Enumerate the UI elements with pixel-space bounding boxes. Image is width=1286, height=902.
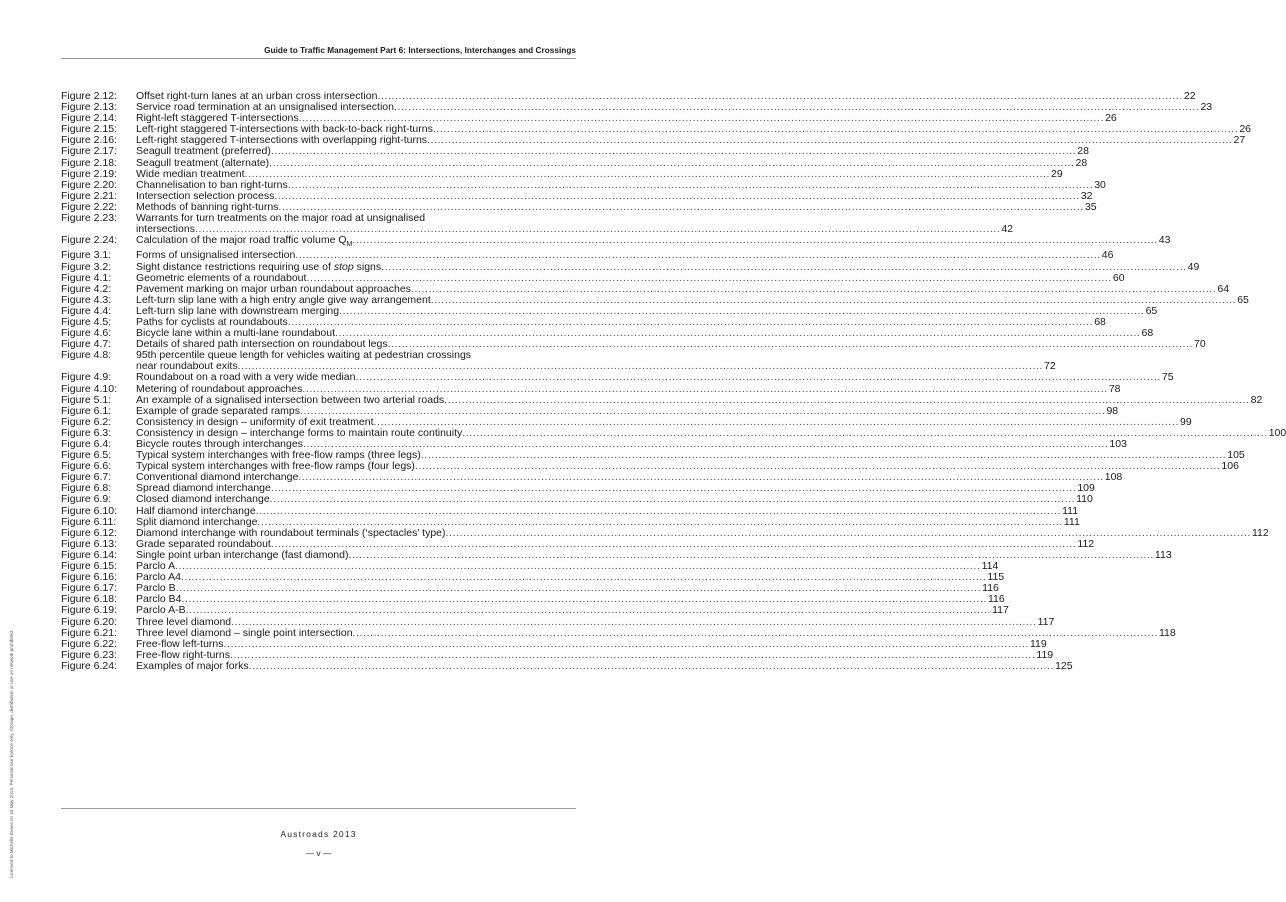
page-number: 32 <box>1080 189 1093 202</box>
figure-title: Methods of banning right-turns <box>136 200 279 213</box>
figure-number: Figure 6.9: <box>61 493 112 506</box>
page-number: 112 <box>1077 537 1095 550</box>
figure-number: Figure 2.16: <box>61 134 118 147</box>
figure-title-continued: near roundabout exits <box>136 360 238 373</box>
page-number: 64 <box>1217 282 1230 295</box>
figure-title: Warrants for turn treatments on the major road at unsignalised <box>136 212 426 225</box>
page-number: 28 <box>1077 145 1089 158</box>
page-number: 82 <box>1250 393 1263 406</box>
figure-number: Figure 6.18: <box>61 593 118 606</box>
figure-title: Diamond interchange with roundabout terminals (‘spectacles’ type) <box>136 526 446 539</box>
figure-number: Figure 3.1: <box>61 249 112 262</box>
figure-title: Consistency in design – uniformity of exit treatment <box>136 415 374 428</box>
figure-number: Figure 2.19: <box>61 167 118 180</box>
figure-title: Bicycle lane within a multi-lane roundabout <box>136 327 336 340</box>
dot-leader <box>270 494 1075 505</box>
page-number: 72 <box>1044 360 1056 373</box>
figure-title: Conventional diamond interchange <box>136 471 299 484</box>
page-number: 110 <box>1076 493 1093 506</box>
footer-publisher: Austroads 2013 <box>280 829 357 839</box>
page-number: 112 <box>1251 526 1269 539</box>
figure-number: Figure 2.12: <box>61 90 118 102</box>
figure-number: Figure 6.22: <box>61 637 118 650</box>
figure-title: Geometric elements of a roundabout <box>136 271 307 284</box>
figure-number: Figure 2.18: <box>61 156 118 169</box>
figure-title: Parclo A-B <box>136 604 186 617</box>
page-number: 65 <box>1237 293 1249 306</box>
page-number: 125 <box>1055 659 1073 672</box>
dot-leader <box>355 372 1160 383</box>
toc-entry[interactable] <box>61 234 1171 250</box>
page-number: 23 <box>1200 101 1213 114</box>
figure-title: Left-turn slip lane with downstream merging <box>136 304 340 317</box>
page-number: 30 <box>1094 178 1106 191</box>
figure-number: Figure 2.22: <box>61 200 118 213</box>
page-number: 100 <box>1268 426 1286 439</box>
page-number: 35 <box>1084 200 1097 213</box>
dot-leader <box>381 262 1186 273</box>
dot-leader <box>388 339 1193 350</box>
figure-title: Offset right-turn lanes at an urban cross intersection <box>136 90 378 102</box>
page-number: 42 <box>1001 223 1014 236</box>
figure-number: Figure 2.14: <box>61 112 118 125</box>
page-number: 75 <box>1161 371 1174 384</box>
figure-number: Figure 6.8: <box>61 482 112 495</box>
figure-number: Figure 4.10: <box>61 382 118 395</box>
figure-number: Figure 2.15: <box>61 123 118 136</box>
dot-leader <box>295 250 1100 261</box>
figure-number: Figure 6.7: <box>61 471 112 484</box>
figure-number: Figure 4.9: <box>61 371 112 384</box>
figure-title: Single point urban interchange (fast diamond) <box>136 548 349 561</box>
figure-title: Paths for cyclists at roundabouts <box>136 315 288 328</box>
figure-number: Figure 2.24: <box>61 234 118 247</box>
figure-title: Wide median treatment <box>136 167 245 180</box>
page-number: 65 <box>1145 304 1158 317</box>
figure-title: Example of grade separated ramps <box>136 404 301 417</box>
figure-number: Figure 4.6: <box>61 327 112 340</box>
page-number: 114 <box>981 560 999 573</box>
page-number: 99 <box>1179 415 1192 428</box>
page-number: 117 <box>992 604 1009 617</box>
figure-title: Parclo B <box>136 582 176 595</box>
figure-title: 95th percentile queue length for vehicles waiting at pedestrian crossings <box>136 349 472 362</box>
figure-title: Parclo A <box>136 560 176 573</box>
running-header: Guide to Traffic Management Part 6: Intersections, Interchanges and Crossings <box>264 46 576 55</box>
figure-number: Figure 2.20: <box>61 178 118 191</box>
figure-number: Figure 6.10: <box>61 504 118 517</box>
dot-leader <box>249 661 1054 672</box>
page-number: 29 <box>1051 167 1063 180</box>
figure-number: Figure 6.2: <box>61 415 112 428</box>
figure-number: Figure 6.6: <box>61 460 112 473</box>
figure-number: Figure 4.4: <box>61 304 112 317</box>
figure-title: Calculation of the major road traffic volume $Q_M$ <box>136 234 353 249</box>
figure-number: Figure 2.23: <box>61 212 118 225</box>
figure-title: Typical system interchanges with free-flow ramps (four legs) <box>136 460 415 473</box>
figure-title: Roundabout on a road with a very wide median <box>136 371 356 384</box>
page-number: 108 <box>1104 471 1123 484</box>
figure-number: Figure 6.24: <box>61 659 118 672</box>
figure-number: Figure 6.20: <box>61 615 118 628</box>
figure-number: Figure 6.4: <box>61 438 112 450</box>
figure-number: Figure 3.2: <box>61 260 112 273</box>
figure-number: Figure 6.17: <box>61 582 118 595</box>
figure-title: Closed diamond interchange <box>136 493 270 506</box>
page-number: 103 <box>1109 438 1127 450</box>
figure-title: Three level diamond – single point intersection <box>136 626 353 639</box>
figure-title: Parclo A4 <box>136 571 181 584</box>
figure-title: An example of a signalised intersection between two arterial roads <box>136 393 445 406</box>
figure-title-emphasis: stop <box>333 260 354 273</box>
page-number: 46 <box>1101 249 1114 262</box>
figure-title: Left-turn slip lane with a high entry angle give way arrangement <box>136 293 431 306</box>
page-number: 22 <box>1183 90 1196 102</box>
page-number: 111 <box>1063 515 1080 528</box>
figure-number: Figure 6.14: <box>61 548 118 561</box>
page-number: 26 <box>1105 112 1117 125</box>
page-number: 28 <box>1075 156 1088 169</box>
figure-number: Figure 6.13: <box>61 537 118 550</box>
figure-title: Pavement marking on major urban roundabout approaches <box>136 282 411 295</box>
figure-title: Intersection selection process <box>136 189 275 202</box>
page-number: 27 <box>1233 134 1246 147</box>
figure-number: Figure 5.1: <box>61 393 112 406</box>
page-number: 26 <box>1239 123 1251 136</box>
figure-number: Figure 6.5: <box>61 449 112 462</box>
page-number: 119 <box>1036 648 1054 661</box>
page-number: 43 <box>1158 234 1171 247</box>
page-number: 113 <box>1154 548 1172 561</box>
figure-title: Bicycle routes through interchanges <box>136 438 303 450</box>
figure-title: Free-flow right-turns <box>136 648 230 661</box>
figure-title: Consistency in design – interchange forms to maintain route continuity <box>136 426 463 439</box>
figure-number: Figure 6.16: <box>61 571 118 584</box>
figure-title: Service road termination at an unsignalised intersection <box>136 101 394 114</box>
figure-title: Left-right staggered T-intersections with back-to-back right-turns <box>136 123 433 136</box>
page-number: 70 <box>1194 338 1206 351</box>
figure-number: Figure 6.3: <box>61 426 112 439</box>
figure-title: Grade separated roundabout <box>136 537 271 550</box>
list-of-figures <box>61 90 1286 672</box>
dot-leader <box>269 158 1074 169</box>
figure-title: Metering of roundabout approaches <box>136 382 303 395</box>
figure-title: Right-left staggered T-intersections <box>136 112 299 125</box>
figure-number: Figure 6.19: <box>61 604 118 617</box>
footer-page-number: — v — <box>305 848 332 858</box>
figure-number: Figure 6.1: <box>61 404 112 417</box>
toc-entry[interactable] <box>61 349 1056 373</box>
figure-title: Examples of major forks <box>136 659 249 672</box>
figure-title: Details of shared path intersection on roundabout legs <box>136 338 388 351</box>
figure-title: Parclo B4 <box>136 593 182 606</box>
dot-leader <box>352 235 1157 246</box>
page-number: 49 <box>1187 260 1200 273</box>
figure-number: Figure 6.23: <box>61 648 118 661</box>
figure-number: Figure 4.2: <box>61 282 112 295</box>
figure-title: Split diamond interchange <box>136 515 258 528</box>
dot-leader <box>271 146 1076 157</box>
figure-title: Seagull treatment (alternate) <box>136 156 270 169</box>
figure-number: Figure 2.17: <box>61 145 118 158</box>
page-number: 111 <box>1062 504 1079 517</box>
figure-number: Figure 6.12: <box>61 526 118 539</box>
figure-number: Figure 6.15: <box>61 560 118 573</box>
page-number: 98 <box>1106 404 1119 417</box>
page-number: 68 <box>1094 315 1106 328</box>
figure-title: Left-right staggered T-intersections with overlapping right-turns <box>136 134 428 147</box>
page-number: 106 <box>1221 460 1239 473</box>
page-number: 115 <box>987 571 1005 584</box>
figure-number: Figure 2.13: <box>61 101 118 114</box>
figure-title-continued: intersections <box>136 223 195 236</box>
figure-number: Figure 4.8: <box>61 349 112 362</box>
page-number: 117 <box>1037 615 1055 628</box>
toc-entry[interactable] <box>61 659 1073 672</box>
page-number: 60 <box>1112 271 1125 284</box>
figure-title: Free-flow left-turns <box>136 637 224 650</box>
toc-entry[interactable] <box>61 212 1014 236</box>
figure-title: Half diamond interchange <box>136 504 256 517</box>
page-number: 118 <box>1159 626 1176 639</box>
page-number: 109 <box>1077 482 1095 495</box>
figure-number: Figure 6.21: <box>61 626 118 639</box>
page-number: 116 <box>987 593 1005 606</box>
header-rule <box>61 58 576 59</box>
licence-watermark: Licensed to Michelle Evans on 10 May 2013. Personal use licence only. Storage, distribution or use on network prohibited. <box>9 629 14 878</box>
figure-title: Forms of unsignalised intersection <box>136 249 296 262</box>
figure-number: Figure 4.7: <box>61 338 112 351</box>
figure-title-subscript: M <box>346 241 353 249</box>
figure-number: Figure 4.1: <box>61 271 112 284</box>
page-number: 116 <box>982 582 999 595</box>
figure-title: Seagull treatment (preferred) <box>136 145 271 158</box>
figure-number: Figure 4.3: <box>61 293 112 306</box>
footer-rule <box>61 808 576 809</box>
page-number: 105 <box>1227 449 1245 462</box>
figure-title: Typical system interchanges with free-flow ramps (three legs) <box>136 449 421 462</box>
figure-title: Channelisation to ban right-turns <box>136 178 288 191</box>
page-number: 78 <box>1108 382 1121 395</box>
figure-number: Figure 4.5: <box>61 315 112 328</box>
figure-title: Sight distance restrictions requiring use of stop signs <box>136 260 382 273</box>
page-number: 119 <box>1029 637 1047 650</box>
dot-leader <box>186 605 991 616</box>
dot-leader <box>256 506 1061 517</box>
figure-number: Figure 2.21: <box>61 189 118 202</box>
figure-title: Three level diamond <box>136 615 232 628</box>
figure-title: Spread diamond interchange <box>136 482 271 495</box>
figure-number: Figure 6.11: <box>61 515 117 528</box>
page-number: 68 <box>1141 327 1154 340</box>
